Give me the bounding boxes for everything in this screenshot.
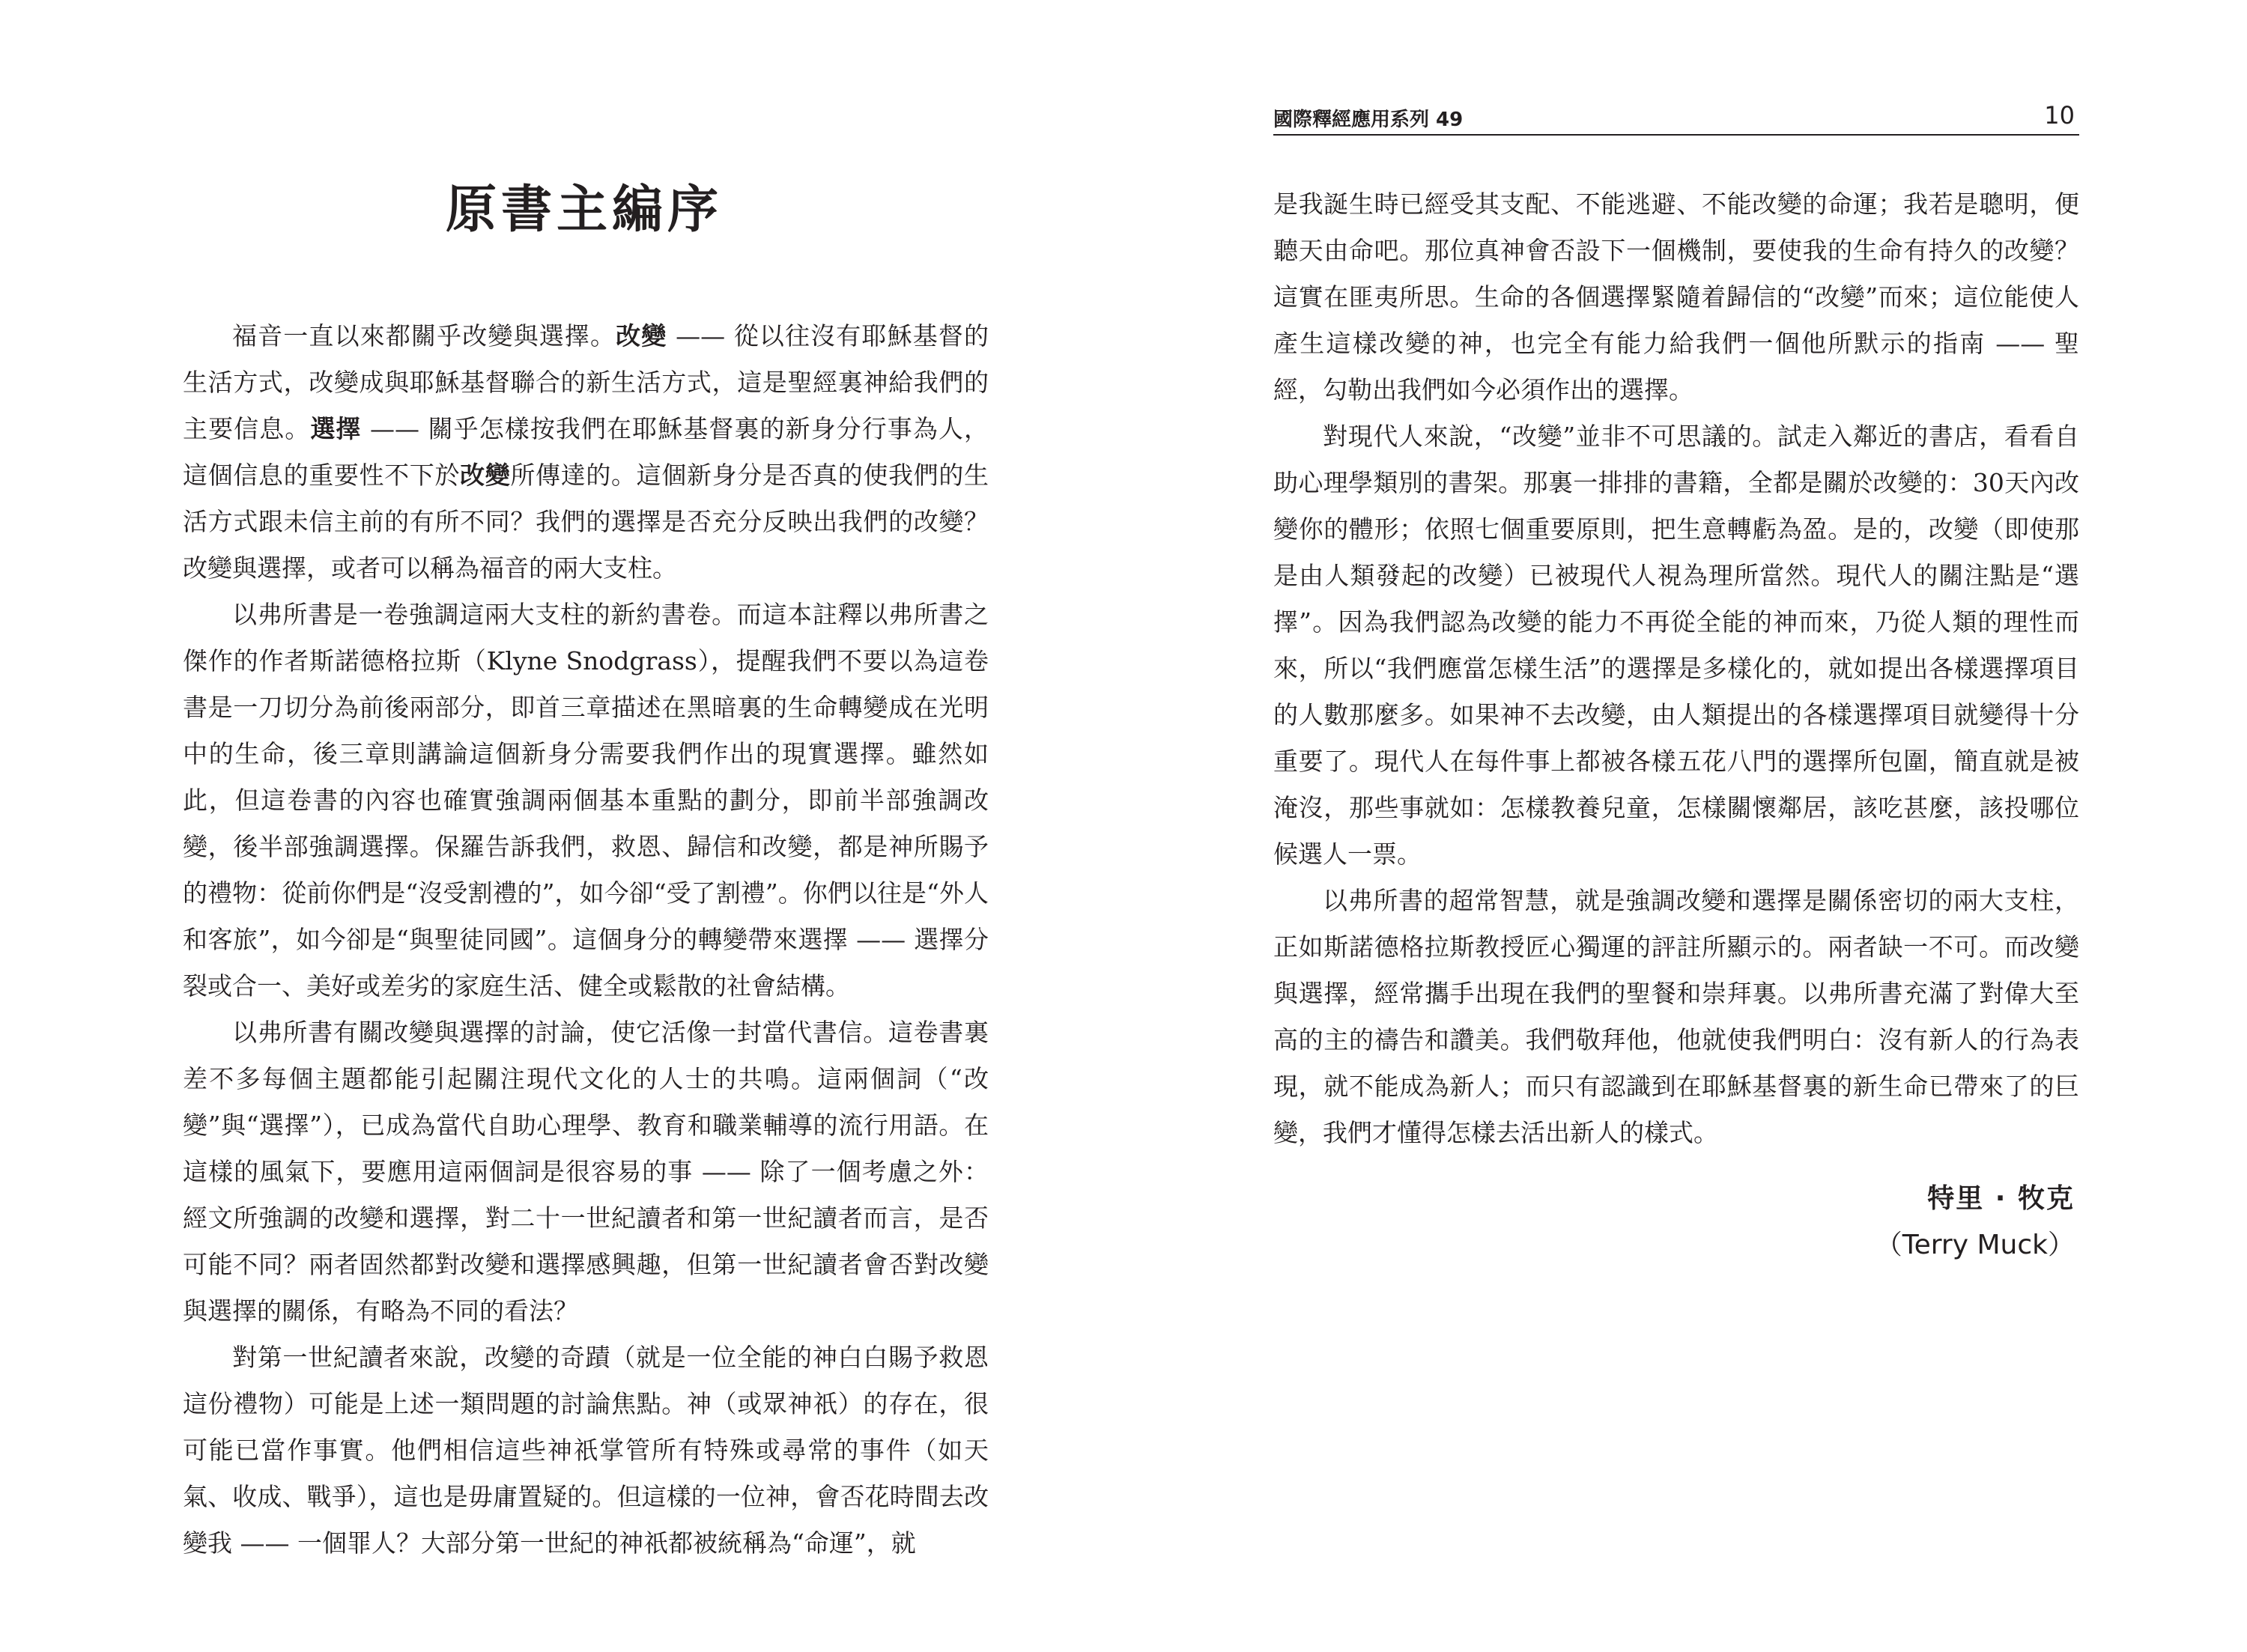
emphasis-change: 改變 (460, 461, 511, 490)
paragraph: 是我誕生時已經受其支配、不能逃避、不能改變的命運；我若是聰明，便聽天由命吧。那位真神會否設下一個機制，要使我的生命有持久的改變？這實在匪夷所思。生命的各個選擇緊隨着歸信的“改變”而來；這位能使人產生這樣改變的神，也完全有能力給我們一個他所默示的指南 —— 聖經，勾勒出我們如今必須作出的選擇。 (1273, 189, 2079, 404)
chapter-title: 原書主編序 (445, 180, 723, 240)
paragraph: 以弗所書是一卷強調這兩大支柱的新約書卷。而這本註釋以弗所書之傑作的作者斯諾德格拉斯（Klyne Snodgrass），提醒我們不要以為這卷書是一刀切分為前後兩部分，即首三章描述在黑暗裏的生命轉變成在光明中的生命，後三章則講論這個新身分需要我們作出的現實選擇。雖然如此，但這卷書的內容也確實強調兩個基本重點的劃分，即前半部強調改變，後半部強調選擇。保羅告訴我們，救恩、歸信和改變，都是神所賜予的禮物：從前你們是“沒受割禮的”，如今卻“受了割禮”。你們以往是“外人和客旅”，如今卻是“與聖徒同國”。這個身分的轉變帶來選擇 —— 選擇分裂或合一、美好或差劣的家庭生活、健全或鬆散的社會結構。 (183, 600, 989, 1000)
signature-latin-name: （Terry Muck） (1875, 1230, 2075, 1260)
series-title: 國際釋經應用系列 49 (1273, 109, 1464, 131)
right-body-text (1273, 181, 2079, 1156)
paragraph: 對第一世紀讀者來說，改變的奇蹟（就是一位全能的神白白賜予救恩這份禮物）可能是上述一類問題的討論焦點。神（或眾神祇）的存在，很可能已當作事實。他們相信這些神祇掌管所有特殊或尋常的事件（如天氣、收成、戰爭），這也是毋庸置疑的。但這樣的一位神，會否花時間去改變我 —— 一個罪人？大部分第一世紀的神祇都被統稱為“命運”，就 (183, 1343, 989, 1558)
signature (1875, 1176, 2075, 1269)
left-body-text (183, 313, 989, 1567)
paragraph: 對現代人來說，“改變”並非不可思議的。試走入鄰近的書店，看看自助心理學類別的書架。那裏一排排的書籍，全都是關於改變的：30天內改變你的體形；依照七個重要原則，把生意轉虧為盈。是的，改變（即使那是由人類發起的改變）已被現代人視為理所當然。現代人的關注點是“選擇”。因為我們認為改變的能力不再從全能的神而來，乃從人類的理性而來，所以“我們應當怎樣生活”的選擇是多樣化的，就如提出各樣選擇項目的人數那麼多。如果神不去改變，由人類提出的各樣選擇項目就變得十分重要了。現代人在每件事上都被各樣五花八門的選擇所包圍，簡直就是被淹沒，那些事就如：怎樣教養兒童，怎樣關懷鄰居，該吃甚麼，該投哪位候選人一票。 (1273, 422, 2079, 869)
paragraph: 福音一直以來都關乎改變與選擇。改變 —— 從以往沒有耶穌基督的生活方式，改變成與耶穌基督聯合的新生活方式，這是聖經裏神給我們的主要信息。選擇 —— 關乎怎樣按我們在耶穌基督裏的新身分行事為人，這個信息的重要性不下於改變所傳達的。這個新身分是否真的使我們的生活方式跟未信主前的有所不同？我們的選擇是否充分反映出我們的改變？改變與選擇，或者可以稱為福音的兩大支柱。 (183, 321, 989, 583)
running-header (1273, 98, 2079, 136)
emphasis-choice: 選擇 (310, 414, 362, 443)
emphasis-change: 改變 (616, 321, 667, 350)
page-number: 10 (2044, 101, 2075, 130)
signature-name: 特里 · 牧克 (1927, 1183, 2075, 1214)
paragraph: 以弗所書的超常智慧，就是強調改變和選擇是關係密切的兩大支柱，正如斯諾德格拉斯教授匠心獨運的評註所顯示的。兩者缺一不可。而改變與選擇，經常攜手出現在我們的聖餐和崇拜裏。以弗所書充滿了對偉大至高的主的禱告和讚美。我們敬拜他，他就使我們明白：沒有新人的行為表現，就不能成為新人；而只有認識到在耶穌基督裏的新生命已帶來了的巨變，我們才懂得怎樣去活出新人的樣式。 (1273, 886, 2079, 1147)
paragraph: 以弗所書有關改變與選擇的討論，使它活像一封當代書信。這卷書裏差不多每個主題都能引起關注現代文化的人士的共鳴。這兩個詞（“改變”與“選擇”），已成為當代自助心理學、教育和職業輔導的流行用語。在這樣的風氣下，要應用這兩個詞是很容易的事 —— 除了一個考慮之外：經文所強調的改變和選擇，對二十一世紀讀者和第一世紀讀者而言，是否可能不同？兩者固然都對改變和選擇感興趣，但第一世紀讀者會否對改變與選擇的關係，有略為不同的看法？ (183, 1018, 989, 1325)
